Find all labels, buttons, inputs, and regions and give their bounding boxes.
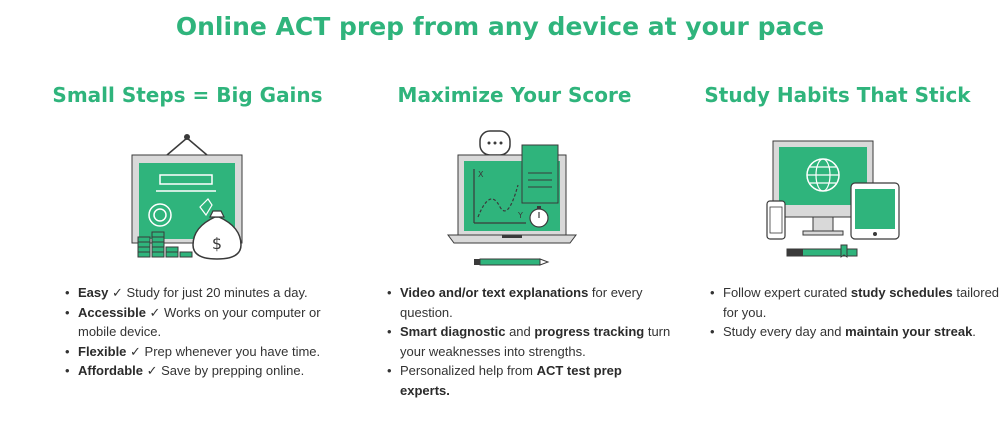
column-heading: Study Habits That Stick — [704, 83, 971, 107]
list-item: • Study every day and maintain your streak. — [707, 322, 1000, 342]
list-item: • Video and/or text explanations for every question. — [384, 283, 674, 322]
list-item: • Smart diagnostic and progress tracking turn your weaknesses into strengths. — [384, 322, 674, 361]
multi-device-icon — [765, 125, 905, 265]
list-item: • Affordable ✓ Save by prepping online. — [62, 361, 347, 381]
list-item: • Follow expert curated study schedules tailored for you. — [707, 283, 1000, 322]
feature-list — [62, 283, 347, 381]
feature-list — [384, 283, 674, 400]
feature-column-maximize-score — [362, 0, 671, 424]
chalkboard-money-icon — [130, 125, 265, 265]
column-heading: Maximize Your Score — [397, 83, 632, 107]
feature-list — [707, 283, 1000, 342]
list-item: • Accessible ✓ Works on your computer or mobile device. — [62, 303, 347, 342]
svg-text:$: $ — [211, 234, 223, 253]
page-title: Online ACT prep from any device at your pace — [175, 12, 825, 41]
feature-column-small-steps — [40, 0, 345, 424]
column-heading: Small Steps = Big Gains — [52, 83, 323, 107]
svg-text:Y: Y — [518, 211, 523, 220]
feature-column-study-habits — [685, 0, 1000, 424]
list-item: • Easy ✓ Study for just 20 minutes a day. — [62, 283, 347, 303]
svg-text:X: X — [478, 170, 484, 179]
list-item: • Personalized help from ACT test prep experts. — [384, 361, 674, 400]
list-item: • Flexible ✓ Prep whenever you have time. — [62, 342, 347, 362]
laptop-graph-icon — [444, 125, 584, 270]
